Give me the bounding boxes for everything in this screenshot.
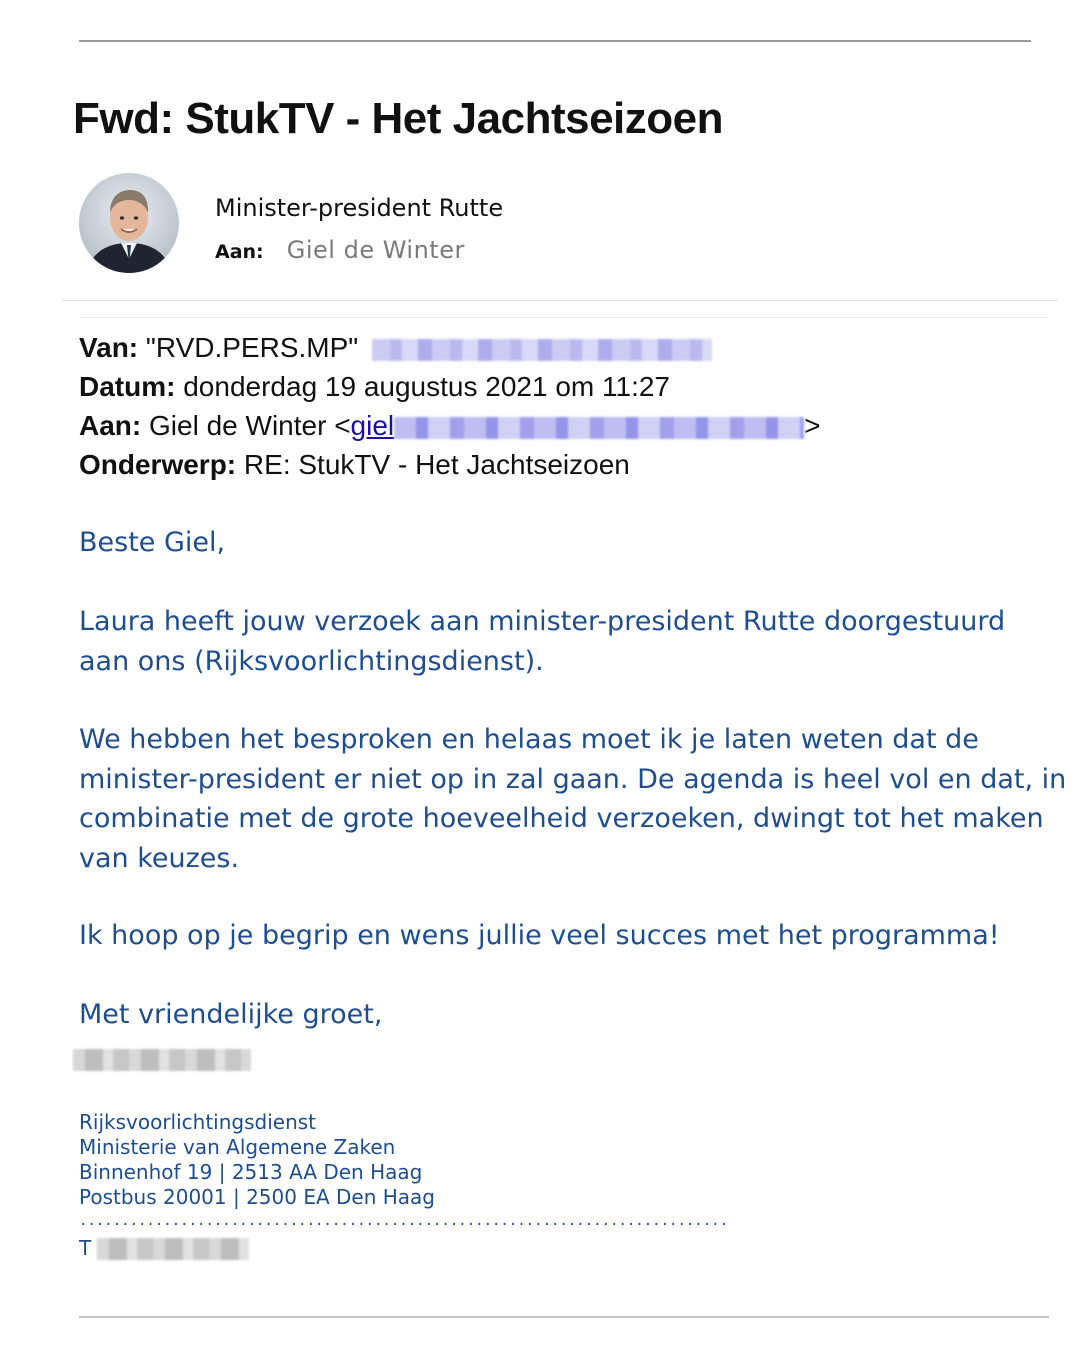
fwd-subject-label: Onderwerp:: [79, 449, 237, 480]
signature-separator: .............................................................................: [79, 1213, 729, 1229]
bottom-divider: [79, 1316, 1049, 1318]
email-subject: Fwd: StukTV - Het Jachtseizoen: [73, 94, 723, 143]
recipient-label: Aan:: [215, 241, 264, 263]
phone-label: T: [79, 1236, 92, 1260]
sender-name[interactable]: Minister-president Rutte: [215, 194, 504, 222]
recipient-row: [215, 236, 465, 264]
redacted-email: [372, 339, 712, 361]
fwd-date-value: donderdag 19 augustus 2021 om 11:27: [183, 371, 670, 402]
top-divider: [79, 40, 1031, 42]
avatar-photo-icon: [79, 173, 179, 273]
signature-postbox: Postbus 20001 | 2500 EA Den Haag: [79, 1185, 435, 1209]
fwd-from-value: "RVD.PERS.MP": [145, 332, 359, 363]
header-divider: [62, 300, 1058, 301]
signature-address: Binnenhof 19 | 2513 AA Den Haag: [79, 1160, 423, 1184]
fwd-to-label: Aan:: [79, 410, 142, 441]
signature-ministry: Ministerie van Algemene Zaken: [79, 1135, 396, 1159]
body-paragraph-2: We hebben het besproken en helaas moet ik je laten weten dat de minister-president er niet op in zal gaan. De agenda is heel vol en dat, in combinatie met de grote hoeveelheid verzoeken, dwingt tot het maken van keuzes.: [79, 724, 1067, 874]
body-paragraph-1: Laura heeft jouw verzoek aan minister-president Rutte doorgestuurd aan ons (Rijksvoorlichtingsdienst).: [79, 606, 1006, 677]
body-paragraph-3: Ik hoop op je begrip en wens jullie veel succes met het programma!: [79, 920, 1000, 951]
redacted-signature-name: [73, 1049, 251, 1071]
fwd-subject-value: RE: StukTV - Het Jachtseizoen: [243, 449, 630, 480]
closing: Met vriendelijke groet,: [79, 999, 383, 1030]
greeting: Beste Giel,: [79, 527, 226, 558]
signature-org: Rijksvoorlichtingsdienst: [79, 1110, 317, 1134]
fwd-from-label: Van:: [79, 332, 139, 363]
fwd-date-row: [79, 371, 670, 403]
redacted-email: [394, 417, 804, 439]
redacted-phone: [97, 1238, 249, 1260]
fwd-to-row: [79, 410, 821, 442]
fwd-date-label: Datum:: [79, 371, 176, 402]
signature-block: [79, 1110, 435, 1210]
body-divider: [79, 317, 1049, 318]
recipient-email-link[interactable]: giel: [350, 410, 395, 441]
fwd-to-close: >: [804, 410, 821, 441]
sender-avatar[interactable]: [79, 173, 179, 273]
fwd-subject-row: [79, 449, 630, 481]
fwd-from-row: [79, 332, 712, 364]
fwd-to-value: Giel de Winter <: [149, 410, 351, 441]
recipient-name[interactable]: Giel de Winter: [286, 236, 465, 264]
signature-phone-row: [79, 1236, 91, 1260]
